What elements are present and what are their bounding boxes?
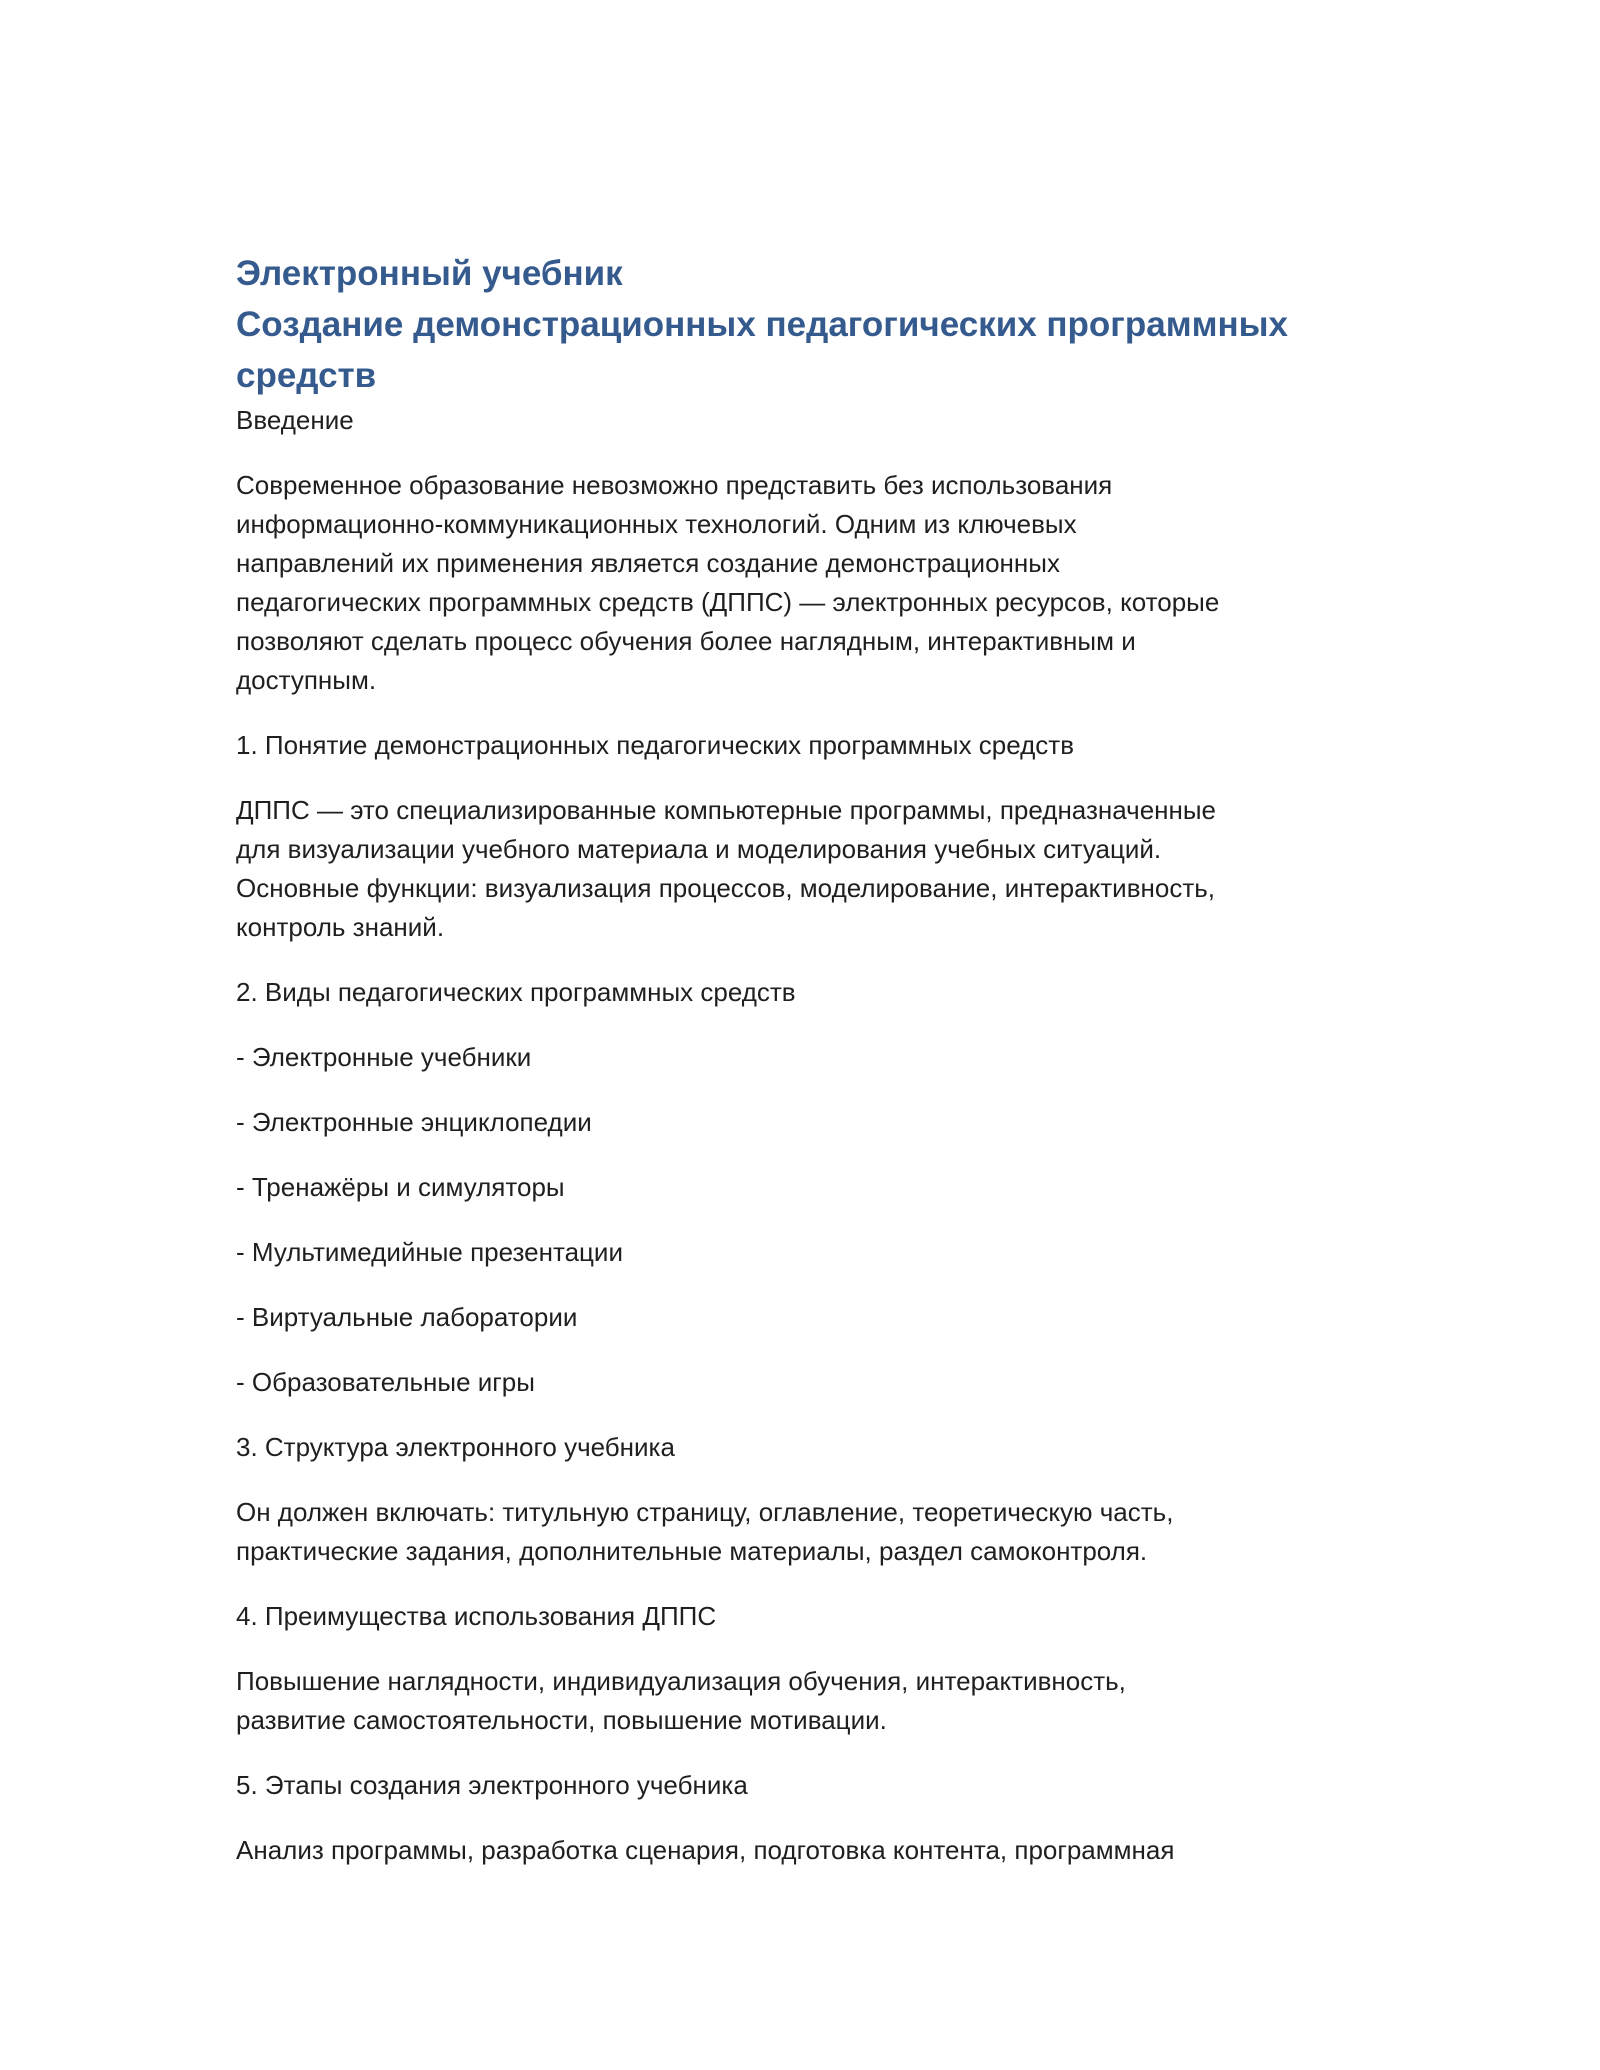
text-line: практические задания, дополнительные материалы, раздел самоконтроля. <box>236 1536 1148 1566</box>
section-heading: 4. Преимущества использования ДППС <box>236 1601 717 1631</box>
text-line: направлений их применения является создание демонстрационных <box>236 548 1060 578</box>
section-paragraph <box>236 1493 1376 1571</box>
list-item: - Образовательные игры <box>236 1367 535 1397</box>
text-line: Анализ программы, разработка сценария, подготовка контента, программная <box>236 1835 1175 1865</box>
document-title <box>236 248 1376 401</box>
list-item: - Тренажёры и симуляторы <box>236 1172 565 1202</box>
text-line: контроль знаний. <box>236 912 445 942</box>
section-heading: 1. Понятие демонстрационных педагогических программных средств <box>236 730 1075 760</box>
text-line: педагогических программных средств (ДППС) — электронных ресурсов, которые <box>236 587 1220 617</box>
title-line: Электронный учебник <box>236 254 623 293</box>
text-line: Он должен включать: титульную страницу, оглавление, теоретическую часть, <box>236 1497 1174 1527</box>
text-line: информационно-коммуникационных технологий. Одним из ключевых <box>236 509 1077 539</box>
text-line: ДППС — это специализированные компьютерные программы, предназначенные <box>236 795 1217 825</box>
document-content <box>236 248 1376 1870</box>
title-line: Создание демонстрационных педагогических программных <box>236 305 1288 344</box>
text-line: развитие самостоятельности, повышение мотивации. <box>236 1705 887 1735</box>
text-line: доступным. <box>236 665 377 695</box>
text-line: позволяют сделать процесс обучения более наглядным, интерактивным и <box>236 626 1136 656</box>
section-paragraph <box>236 1662 1376 1740</box>
section-heading: 3. Структура электронного учебника <box>236 1432 675 1462</box>
list-item: - Мультимедийные презентации <box>236 1237 623 1267</box>
section-paragraph <box>236 1831 1376 1870</box>
section-paragraph <box>236 791 1376 947</box>
intro-heading: Введение <box>236 405 354 435</box>
intro-paragraph <box>236 466 1376 700</box>
text-line: Современное образование невозможно представить без использования <box>236 470 1113 500</box>
list-item: - Виртуальные лаборатории <box>236 1302 578 1332</box>
text-line: Основные функции: визуализация процессов, моделирование, интерактивность, <box>236 873 1215 903</box>
section-heading: 5. Этапы создания электронного учебника <box>236 1770 748 1800</box>
text-line: для визуализации учебного материала и моделирования учебных ситуаций. <box>236 834 1162 864</box>
section-heading: 2. Виды педагогических программных средств <box>236 977 796 1007</box>
text-line: Повышение наглядности, индивидуализация обучения, интерактивность, <box>236 1666 1126 1696</box>
list-item: - Электронные учебники <box>236 1042 532 1072</box>
list-item: - Электронные энциклопедии <box>236 1107 592 1137</box>
title-line: средств <box>236 356 377 395</box>
